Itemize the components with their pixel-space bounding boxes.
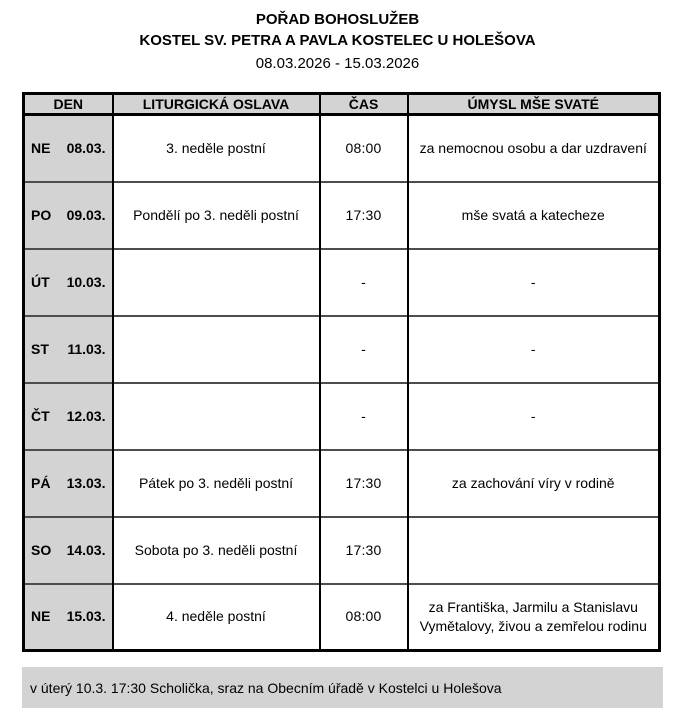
day-date: 09.03. — [66, 206, 106, 223]
day-date: 10.03. — [66, 273, 106, 290]
day-date: 14.03. — [66, 541, 106, 558]
celebration-cell: Pondělí po 3. neděli postní — [113, 182, 320, 249]
day-date: 11.03. — [67, 340, 106, 357]
day-cell — [24, 450, 113, 517]
time-cell: 17:30 — [320, 517, 408, 584]
day-abbrev: PÁ — [31, 474, 51, 491]
day-date: 13.03. — [66, 474, 106, 491]
column-header-time: ČAS — [320, 94, 408, 115]
intention-cell: - — [408, 249, 660, 316]
column-header-liturgical-celebration: LITURGICKÁ OSLAVA — [113, 94, 320, 115]
table-row — [24, 517, 660, 584]
time-cell: 17:30 — [320, 182, 408, 249]
week-date-range: 08.03.2026 - 15.03.2026 — [255, 55, 420, 72]
intention-cell: za Františka, Jarmilu a Stanislavu Vymětalovy, živou a zemřelou rodinu — [408, 584, 660, 651]
celebration-cell — [113, 316, 320, 383]
day-cell — [24, 584, 113, 651]
intention-cell — [408, 517, 660, 584]
day-abbrev: NE — [31, 608, 51, 625]
time-cell: - — [320, 383, 408, 450]
day-cell — [24, 182, 113, 249]
announcement-bar — [22, 667, 663, 708]
day-date: 15.03. — [66, 608, 106, 625]
day-cell — [24, 115, 113, 182]
document-header — [0, 0, 675, 75]
celebration-cell: 4. neděle postní — [113, 584, 320, 651]
day-abbrev: ČT — [31, 407, 50, 424]
intention-cell: - — [408, 316, 660, 383]
day-abbrev: ST — [31, 340, 49, 357]
intention-cell: za zachování víry v rodině — [408, 450, 660, 517]
table-header-row — [24, 94, 660, 115]
church-name: KOSTEL SV. PETRA A PAVLA KOSTELEC U HOLEŠOVA — [139, 32, 536, 49]
celebration-cell — [113, 383, 320, 450]
table-row — [24, 383, 660, 450]
day-cell — [24, 517, 113, 584]
day-date: 12.03. — [66, 407, 106, 424]
time-cell: 17:30 — [320, 450, 408, 517]
time-cell: 08:00 — [320, 584, 408, 651]
celebration-cell — [113, 249, 320, 316]
day-abbrev: NE — [31, 139, 51, 156]
intention-cell: za nemocnou osobu a dar uzdravení — [408, 115, 660, 182]
day-abbrev: PO — [31, 206, 52, 223]
day-abbrev: SO — [31, 541, 52, 558]
day-date: 08.03. — [66, 139, 106, 156]
column-header-mass-intention: ÚMYSL MŠE SVATÉ — [408, 94, 660, 115]
service-schedule-table — [22, 92, 661, 652]
column-header-day: DEN — [24, 94, 113, 115]
celebration-cell: Sobota po 3. neděli postní — [113, 517, 320, 584]
table-row — [24, 182, 660, 249]
time-cell: - — [320, 249, 408, 316]
time-cell: 08:00 — [320, 115, 408, 182]
table-row — [24, 115, 660, 182]
table-row — [24, 316, 660, 383]
intention-cell: - — [408, 383, 660, 450]
day-cell — [24, 249, 113, 316]
table-row — [24, 450, 660, 517]
table-row — [24, 249, 660, 316]
time-cell: - — [320, 316, 408, 383]
document-title: POŘAD BOHOSLUŽEB — [255, 11, 420, 28]
table-row — [24, 584, 660, 651]
celebration-cell: 3. neděle postní — [113, 115, 320, 182]
intention-cell: mše svatá a katecheze — [408, 182, 660, 249]
day-abbrev: ÚT — [31, 273, 50, 290]
day-cell — [24, 383, 113, 450]
celebration-cell: Pátek po 3. neděli postní — [113, 450, 320, 517]
announcement-text: v úterý 10.3. 17:30 Scholička, sraz na Obecním úřadě v Kostelci u Holešova — [30, 679, 502, 696]
day-cell — [24, 316, 113, 383]
